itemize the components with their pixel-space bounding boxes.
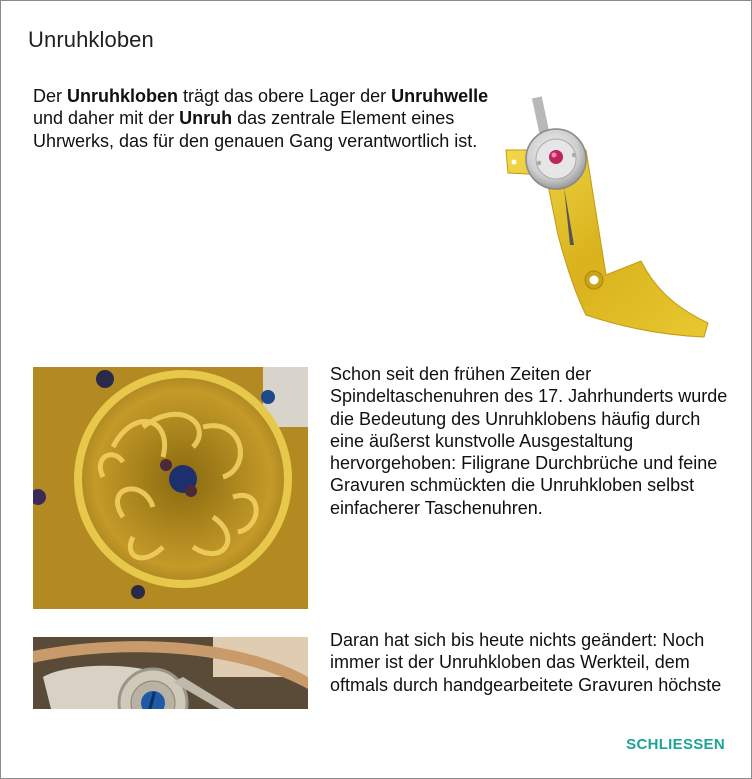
dialog-content-scroll[interactable] [1, 71, 751, 709]
filigree-balance-cock-image [33, 367, 308, 609]
text-segment: Der [33, 86, 68, 106]
text-segment: das zentrale Element eines Uhrwerks, das für den genauen Gang verantwortlich ist. [33, 108, 478, 151]
close-button[interactable]: SCHLIESSEN [626, 736, 725, 753]
bold-term-unruhwelle: Unruhwelle [391, 86, 489, 106]
history-paragraph: Schon seit den frühen Zeiten der Spindeltaschenuhren des 17. Jahrhunderts wurde die Bedeutung des Unruhklobens häufig durch eine äußerst kunstvolle Ausgestaltung hervorgehoben: Filigrane Durchbrüche und feine Gravuren schmückten die Unruhkloben selbst einfacherer Taschenuhren. [330, 364, 728, 518]
dialog-title: Unruhkloben [28, 27, 154, 52]
modern-paragraph: Daran hat sich bis heute nichts geändert: Noch immer ist der Unruhkloben das Werkteil, dem oftmals durch handgearbeitete Gravuren höchste [330, 630, 722, 695]
text-segment: und daher mit der [33, 108, 180, 129]
bold-term-unruhkloben: Unruhkloben [67, 86, 179, 106]
bold-term-unruh: Unruh [179, 108, 233, 129]
balance-bridge-image [496, 95, 716, 345]
modern-balance-cock-image [33, 637, 308, 709]
intro-paragraph [33, 85, 493, 152]
dialog-actions [1, 709, 751, 778]
text-segment: trägt das obere Lager der [178, 86, 392, 106]
